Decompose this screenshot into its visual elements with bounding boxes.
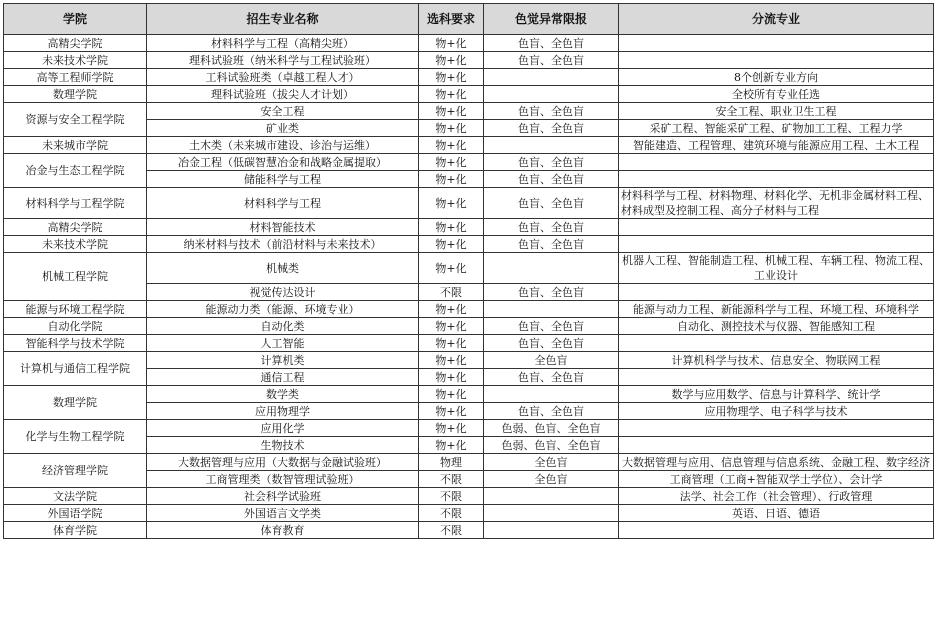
color-cell: 色盲、全色盲 xyxy=(484,188,619,219)
subject-cell: 物+化 xyxy=(419,301,484,318)
college-cell: 经济管理学院 xyxy=(4,454,147,488)
header-row xyxy=(4,4,934,35)
split-cell: 计算机科学与技术、信息安全、物联网工程 xyxy=(619,352,934,369)
subject-cell: 物+化 xyxy=(419,236,484,253)
subject-cell: 物+化 xyxy=(419,352,484,369)
color-cell: 色盲、全色盲 xyxy=(484,103,619,120)
college-cell: 高精尖学院 xyxy=(4,219,147,236)
subject-cell: 物+化 xyxy=(419,335,484,352)
college-cell: 未来城市学院 xyxy=(4,137,147,154)
table-row xyxy=(4,219,934,236)
split-cell: 智能建造、工程管理、建筑环境与能源应用工程、土木工程 xyxy=(619,137,934,154)
subject-cell: 物+化 xyxy=(419,369,484,386)
college-cell: 智能科学与技术学院 xyxy=(4,335,147,352)
subject-cell: 不限 xyxy=(419,505,484,522)
admission-table xyxy=(3,3,934,539)
table-row xyxy=(4,52,934,69)
subject-cell: 物+化 xyxy=(419,137,484,154)
table-row xyxy=(4,386,934,403)
table-row xyxy=(4,301,934,318)
table-row xyxy=(4,154,934,171)
major-cell: 应用化学 xyxy=(147,420,419,437)
table-row xyxy=(4,522,934,539)
college-cell: 高精尖学院 xyxy=(4,35,147,52)
color-cell: 全色盲 xyxy=(484,471,619,488)
subject-cell: 不限 xyxy=(419,284,484,301)
college-cell: 数理学院 xyxy=(4,386,147,420)
split-cell: 大数据管理与应用、信息管理与信息系统、金融工程、数字经济 xyxy=(619,454,934,471)
color-cell xyxy=(484,488,619,505)
major-cell: 材料智能技术 xyxy=(147,219,419,236)
split-cell: 能源与动力工程、新能源科学与工程、环境工程、环境科学 xyxy=(619,301,934,318)
subject-cell: 物+化 xyxy=(419,219,484,236)
subject-cell: 物+化 xyxy=(419,318,484,335)
major-cell: 土木类（未来城市建设、诊治与运维） xyxy=(147,137,419,154)
college-cell: 机械工程学院 xyxy=(4,253,147,301)
table-row xyxy=(4,505,934,522)
major-cell: 冶金工程（低碳智慧冶金和战略金属提取） xyxy=(147,154,419,171)
header-color: 色觉异常限报 xyxy=(484,4,619,35)
subject-cell: 物+化 xyxy=(419,420,484,437)
major-cell: 视觉传达设计 xyxy=(147,284,419,301)
split-cell: 全校所有专业任选 xyxy=(619,86,934,103)
subject-cell: 物+化 xyxy=(419,154,484,171)
table-row xyxy=(4,488,934,505)
split-cell: 英语、日语、德语 xyxy=(619,505,934,522)
subject-cell: 物+化 xyxy=(419,386,484,403)
major-cell: 大数据管理与应用（大数据与金融试验班） xyxy=(147,454,419,471)
color-cell xyxy=(484,69,619,86)
major-cell: 自动化类 xyxy=(147,318,419,335)
color-cell: 全色盲 xyxy=(484,454,619,471)
color-cell xyxy=(484,301,619,318)
subject-cell: 物+化 xyxy=(419,86,484,103)
major-cell: 计算机类 xyxy=(147,352,419,369)
major-cell: 通信工程 xyxy=(147,369,419,386)
split-cell xyxy=(619,154,934,171)
color-cell: 色盲、全色盲 xyxy=(484,318,619,335)
table-row xyxy=(4,420,934,437)
split-cell: 机器人工程、智能制造工程、机械工程、车辆工程、物流工程、工业设计 xyxy=(619,253,934,284)
color-cell: 色盲、全色盲 xyxy=(484,171,619,188)
table-row xyxy=(4,69,934,86)
college-cell: 冶金与生态工程学院 xyxy=(4,154,147,188)
major-cell: 社会科学试验班 xyxy=(147,488,419,505)
college-cell: 化学与生物工程学院 xyxy=(4,420,147,454)
subject-cell: 物+化 xyxy=(419,120,484,137)
header-major: 招生专业名称 xyxy=(147,4,419,35)
color-cell: 色盲、全色盲 xyxy=(484,284,619,301)
subject-cell: 不限 xyxy=(419,488,484,505)
subject-cell: 物+化 xyxy=(419,103,484,120)
college-cell: 未来技术学院 xyxy=(4,236,147,253)
college-cell: 资源与安全工程学院 xyxy=(4,103,147,137)
table-row xyxy=(4,35,934,52)
split-cell: 法学、社会工作（社会管理）、行政管理 xyxy=(619,488,934,505)
color-cell xyxy=(484,522,619,539)
major-cell: 工商管理类（数智管理试验班） xyxy=(147,471,419,488)
major-cell: 体育教育 xyxy=(147,522,419,539)
table-row xyxy=(4,188,934,219)
major-cell: 能源动力类（能源、环境专业） xyxy=(147,301,419,318)
subject-cell: 物+化 xyxy=(419,69,484,86)
college-cell: 数理学院 xyxy=(4,86,147,103)
color-cell: 色盲、全色盲 xyxy=(484,335,619,352)
split-cell: 8个创新专业方向 xyxy=(619,69,934,86)
college-cell: 外国语学院 xyxy=(4,505,147,522)
split-cell: 材料科学与工程、材料物理、材料化学、无机非金属材料工程、材料成型及控制工程、高分子材料与工程 xyxy=(619,188,934,219)
table-row xyxy=(4,86,934,103)
major-cell: 纳米材料与技术（前沿材料与未来技术） xyxy=(147,236,419,253)
color-cell xyxy=(484,253,619,284)
table-row xyxy=(4,352,934,369)
major-cell: 理科试验班（拔尖人才计划） xyxy=(147,86,419,103)
college-cell: 能源与环境工程学院 xyxy=(4,301,147,318)
split-cell xyxy=(619,369,934,386)
header-college: 学院 xyxy=(4,4,147,35)
major-cell: 工科试验班类（卓越工程人才） xyxy=(147,69,419,86)
header-split: 分流专业 xyxy=(619,4,934,35)
split-cell xyxy=(619,437,934,454)
color-cell: 色盲、全色盲 xyxy=(484,219,619,236)
college-cell: 计算机与通信工程学院 xyxy=(4,352,147,386)
major-cell: 理科试验班（纳米科学与工程试验班） xyxy=(147,52,419,69)
major-cell: 矿业类 xyxy=(147,120,419,137)
split-cell: 工商管理（工商+智能双学士学位）、会计学 xyxy=(619,471,934,488)
split-cell: 安全工程、职业卫生工程 xyxy=(619,103,934,120)
table-row xyxy=(4,253,934,284)
major-cell: 外国语言文学类 xyxy=(147,505,419,522)
color-cell xyxy=(484,137,619,154)
color-cell: 色盲、全色盲 xyxy=(484,369,619,386)
subject-cell: 物+化 xyxy=(419,171,484,188)
color-cell: 色盲、全色盲 xyxy=(484,35,619,52)
subject-cell: 物+化 xyxy=(419,253,484,284)
color-cell: 色弱、色盲、全色盲 xyxy=(484,437,619,454)
subject-cell: 物+化 xyxy=(419,188,484,219)
subject-cell: 不限 xyxy=(419,522,484,539)
major-cell: 人工智能 xyxy=(147,335,419,352)
split-cell xyxy=(619,35,934,52)
college-cell: 未来技术学院 xyxy=(4,52,147,69)
split-cell xyxy=(619,335,934,352)
college-cell: 自动化学院 xyxy=(4,318,147,335)
color-cell xyxy=(484,386,619,403)
color-cell: 色盲、全色盲 xyxy=(484,52,619,69)
table-row xyxy=(4,137,934,154)
major-cell: 材料科学与工程（高精尖班） xyxy=(147,35,419,52)
color-cell xyxy=(484,86,619,103)
major-cell: 储能科学与工程 xyxy=(147,171,419,188)
college-cell: 体育学院 xyxy=(4,522,147,539)
split-cell: 数学与应用数学、信息与计算科学、统计学 xyxy=(619,386,934,403)
color-cell: 色盲、全色盲 xyxy=(484,236,619,253)
color-cell: 色盲、全色盲 xyxy=(484,120,619,137)
split-cell xyxy=(619,219,934,236)
color-cell: 全色盲 xyxy=(484,352,619,369)
table-row xyxy=(4,318,934,335)
major-cell: 应用物理学 xyxy=(147,403,419,420)
major-cell: 安全工程 xyxy=(147,103,419,120)
subject-cell: 物+化 xyxy=(419,35,484,52)
subject-cell: 物+化 xyxy=(419,403,484,420)
subject-cell: 不限 xyxy=(419,471,484,488)
college-cell: 文法学院 xyxy=(4,488,147,505)
subject-cell: 物+化 xyxy=(419,52,484,69)
split-cell xyxy=(619,522,934,539)
major-cell: 材料科学与工程 xyxy=(147,188,419,219)
color-cell xyxy=(484,505,619,522)
split-cell: 采矿工程、智能采矿工程、矿物加工工程、工程力学 xyxy=(619,120,934,137)
subject-cell: 物理 xyxy=(419,454,484,471)
split-cell xyxy=(619,171,934,188)
table-row xyxy=(4,335,934,352)
college-cell: 高等工程师学院 xyxy=(4,69,147,86)
major-cell: 数学类 xyxy=(147,386,419,403)
major-cell: 生物技术 xyxy=(147,437,419,454)
split-cell xyxy=(619,52,934,69)
table-row xyxy=(4,103,934,120)
split-cell xyxy=(619,236,934,253)
split-cell: 应用物理学、电子科学与技术 xyxy=(619,403,934,420)
major-cell: 机械类 xyxy=(147,253,419,284)
header-subject: 选科要求 xyxy=(419,4,484,35)
color-cell: 色弱、色盲、全色盲 xyxy=(484,420,619,437)
table-row xyxy=(4,454,934,471)
split-cell xyxy=(619,420,934,437)
subject-cell: 物+化 xyxy=(419,437,484,454)
college-cell: 材料科学与工程学院 xyxy=(4,188,147,219)
color-cell: 色盲、全色盲 xyxy=(484,403,619,420)
color-cell: 色盲、全色盲 xyxy=(484,154,619,171)
split-cell: 自动化、测控技术与仪器、智能感知工程 xyxy=(619,318,934,335)
table-row xyxy=(4,236,934,253)
split-cell xyxy=(619,284,934,301)
